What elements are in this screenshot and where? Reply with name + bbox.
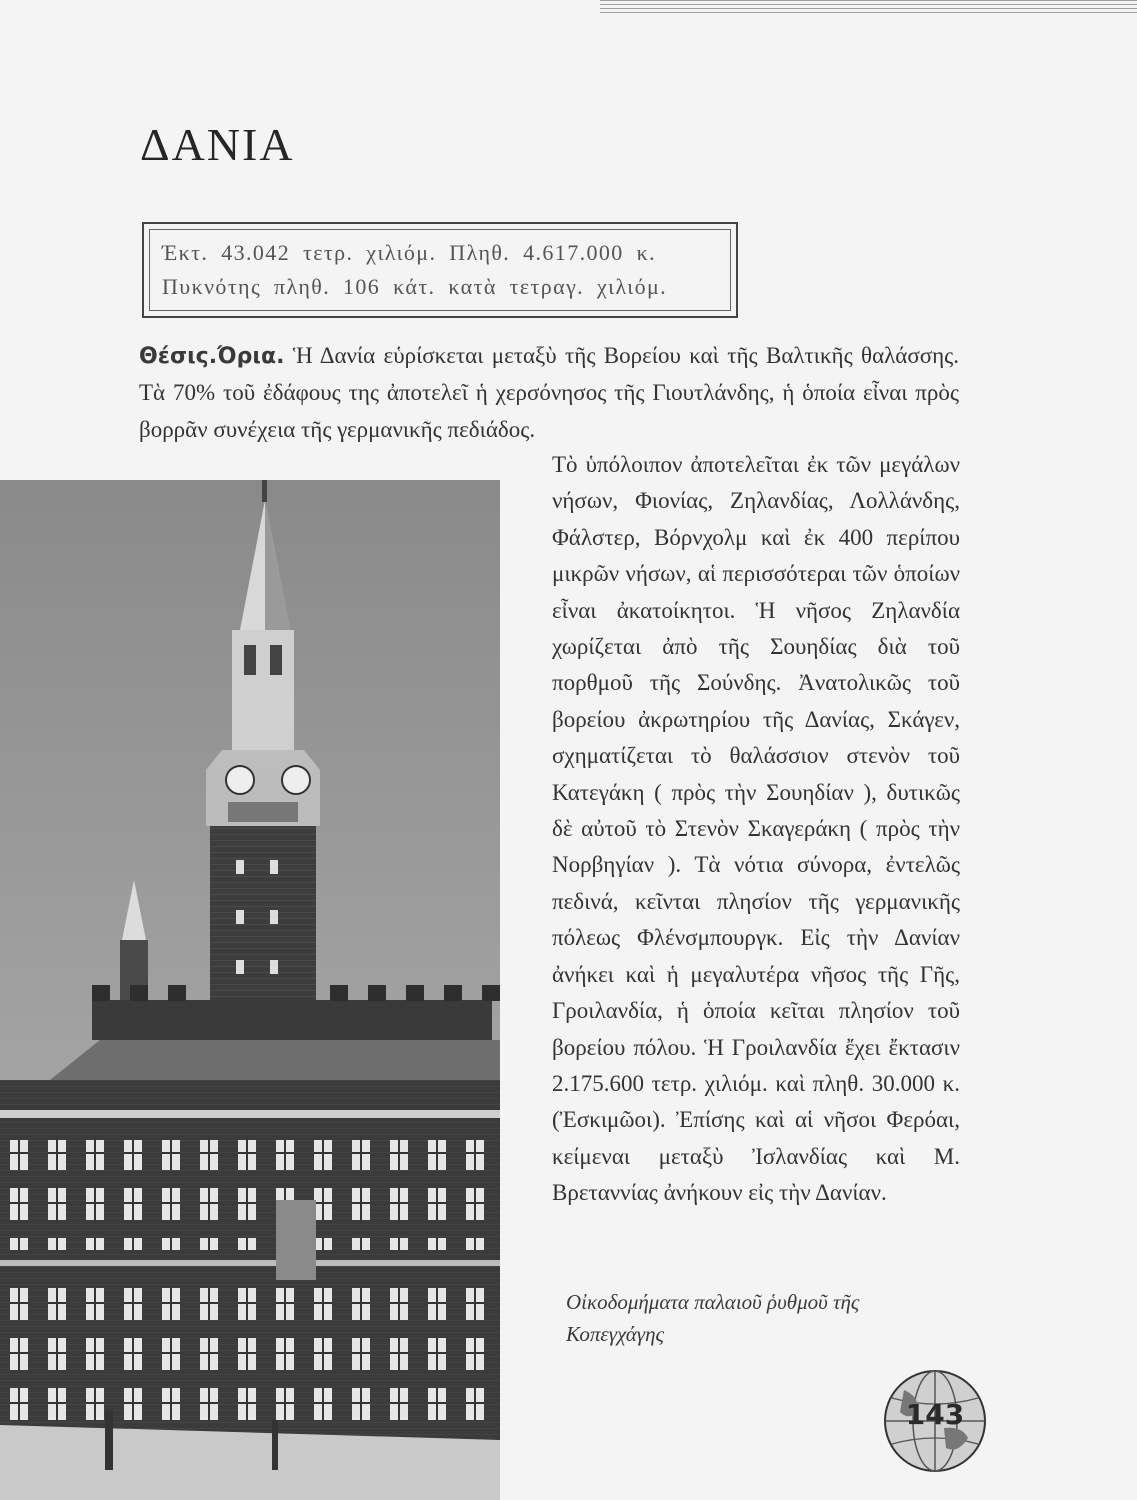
main-paragraph: Τὸ ὑπόλοιπον ἀποτελεῖται ἐκ τῶν μεγάλων νήσων, Φιονίας, Ζηλανδίας, Λολλάνδης, Φάλστερ, Βόρνχολμ καὶ ἐκ 400 περίπου μικρῶν νήσων, αἱ περισσότεραι τῶν ὁποίων εἶναι ἀκατοίκητοι. Ἡ νῆσος Ζηλανδία χωρίζεται ἀπὸ τῆς Σουηδίας διὰ τοῦ πορθμοῦ τῆς Σούνδης. Ἀνατολικῶς τοῦ βορείου ἀκρωτηρίου τῆς Δανίας, Σκάγεν, σχηματίζεται τὸ θαλάσσιον στενὸν τοῦ Κατεγάκη ( πρὸς τὴν Σουηδίαν ), δυτικῶς δὲ αὐτοῦ τὸ Στενὸν Σκαγεράκη ( πρὸς τὴν Νορβηγίαν ). Τὰ νότια σύνορα, ἐντελῶς πεδινά, κεῖνται πλησίον τῆς γερμανικῆς πόλεως Φλένσμπουργκ. Εἰς τὴν Δανίαν ἀνήκει καὶ ἡ μεγαλυτέρα νῆσος τῆς Γῆς, Γροιλανδία, ἡ ὁποία κεῖται πλησίον τοῦ βορείου πόλου. Ἡ Γροιλανδία ἔχει ἔκτασιν 2.175.600 τετρ. χιλιόμ. καὶ πληθ. 30.000 κ. (Ἐσκιμῶοι). Ἐπίσης καὶ αἱ νῆσοι Φερόαι, κείμεναι μεταξὺ Ἰσλανδίας καὶ Μ. Βρεταννίας ἀνήκουν εἰς τὴν Δανίαν.	[552, 452, 960, 1206]
copenhagen-city-hall-photo	[0, 480, 500, 1500]
statistics-line-area-population: Έκτ. 43.042 τετρ. χιλιόμ. Πληθ. 4.617.000 κ.	[162, 240, 656, 265]
statistics-line-density: Πυκνότης πληθ. 106 κάτ. κατὰ τετραγ. χιλιόμ.	[162, 274, 668, 299]
page-number: 143	[905, 1398, 965, 1431]
section-heading: Θέσις.Όρια.	[139, 344, 285, 369]
statistics-box	[142, 222, 738, 318]
intro-paragraph	[139, 338, 959, 448]
top-border-lines	[600, 0, 1137, 16]
intro-text: Ἡ Δανία εὑρίσκεται μεταξὺ τῆς Βορείου καὶ τῆς Βαλτικῆς θαλάσσης. Τὰ 70% τοῦ ἐδάφους της ἀποτελεῖ ἡ χερσόνησος τῆς Γιουτλάνδης, ἡ ὁποία εἶναι πρὸς βορρᾶν συνέχεια τῆς γερμανικῆς πεδιάδος.	[139, 343, 959, 442]
statistics-box-inner	[149, 229, 731, 311]
photo-caption: Οἰκοδομήματα παλαιοῦ ῥυθμοῦ τῆς Κοπεγχάγης	[566, 1290, 860, 1346]
page-title: ΔΑΝΙΑ	[140, 119, 295, 170]
